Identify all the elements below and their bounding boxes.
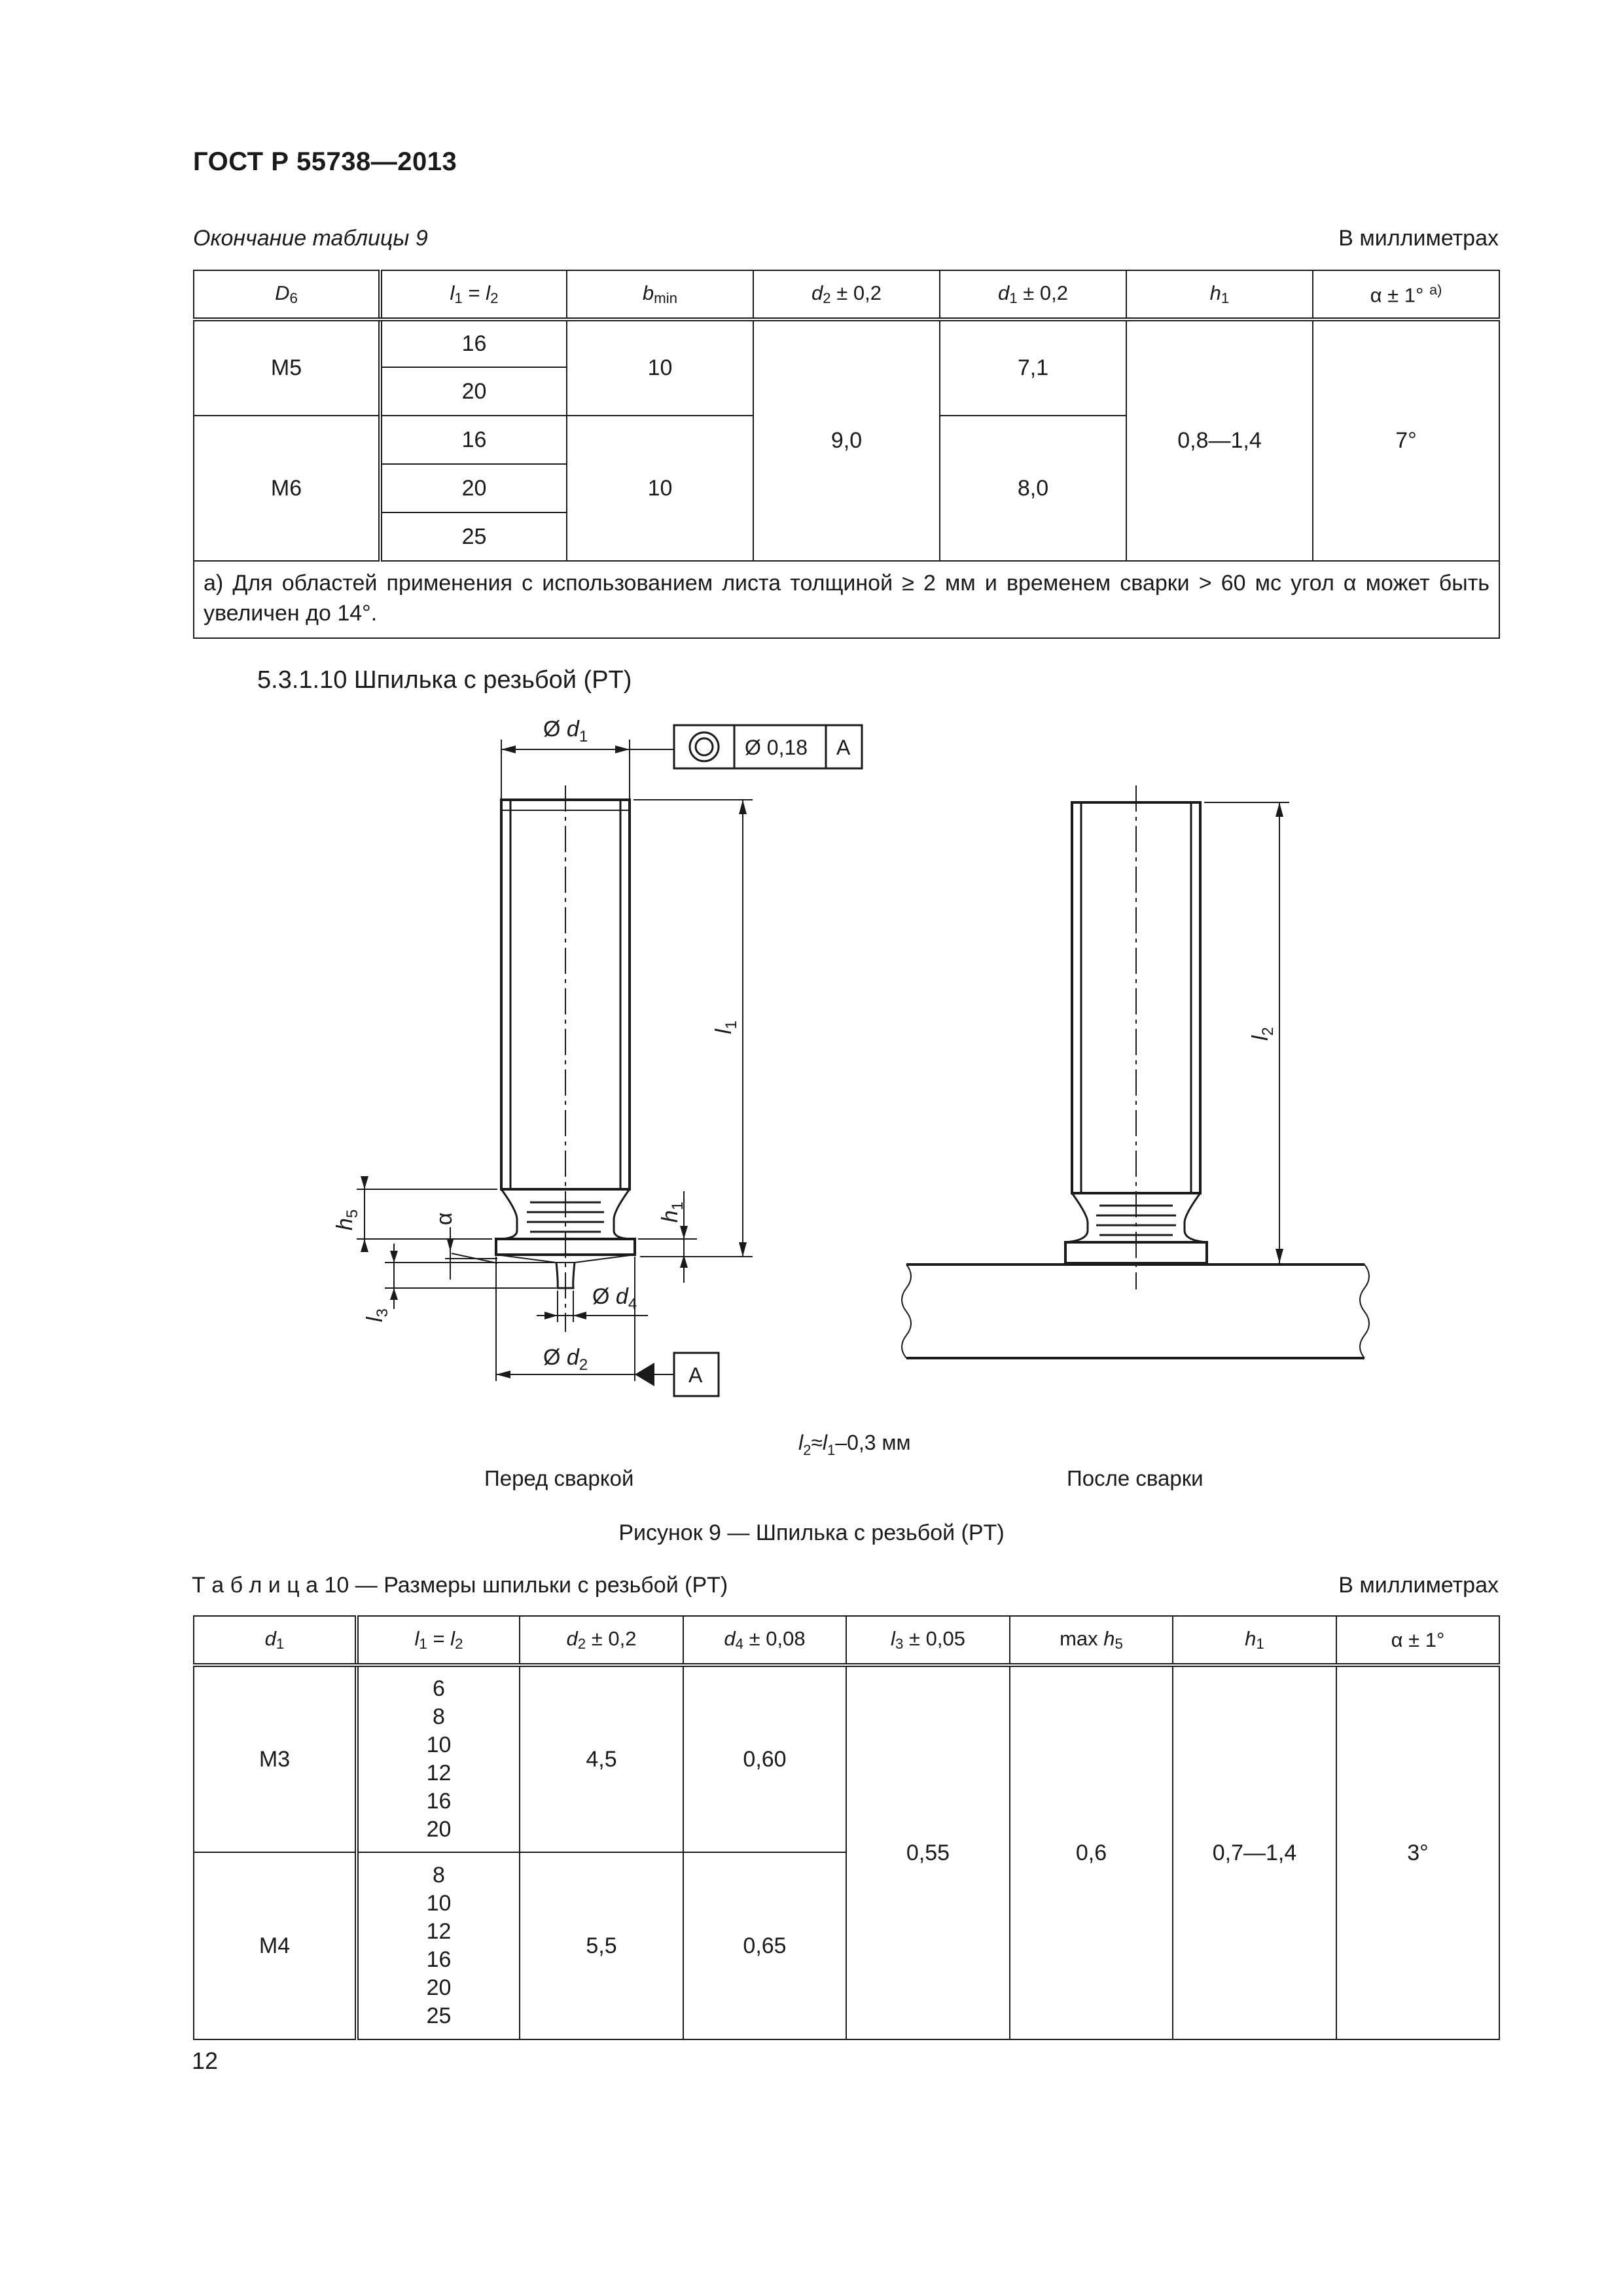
table9-header-h1: $h_1$ bbox=[1126, 270, 1313, 319]
table9-header-d2: $d_2 \pm 0,2$ bbox=[753, 270, 940, 319]
table9-header-b: $b_{min}$ bbox=[567, 270, 753, 319]
table9-cell-length: 20 bbox=[380, 367, 567, 416]
table10-cell-d4: 0,60 bbox=[683, 1665, 846, 1852]
length-value: 20 bbox=[426, 1817, 452, 1842]
before-welding-label: Перед сваркой bbox=[484, 1466, 634, 1490]
table9-header-d6: $D_6$ bbox=[194, 270, 380, 319]
table9-cell-length: 20 bbox=[380, 464, 567, 512]
table9-header-l: $l_1 = l_2$ bbox=[380, 270, 567, 319]
table10-units: В миллиметрах bbox=[1338, 1573, 1499, 1598]
table9-cell-alpha: 7° bbox=[1313, 319, 1499, 561]
h5-dimension-label: $h_5$ bbox=[332, 1209, 361, 1230]
table9-units: В миллиметрах bbox=[1338, 226, 1499, 251]
tolerance-value: Ø 0,18 bbox=[745, 736, 808, 759]
table9-cell-b: 10 bbox=[567, 416, 753, 561]
table10-cell-h1: 0,7—1,4 bbox=[1173, 1665, 1336, 2039]
length-value: 25 bbox=[426, 2003, 452, 2028]
table9-cell-d1: 8,0 bbox=[940, 416, 1126, 561]
table10-cell-l3: 0,55 bbox=[846, 1665, 1010, 2039]
table10-cell-lengths bbox=[357, 1665, 520, 1852]
table9-caption: Окончание таблицы 9 bbox=[193, 226, 428, 251]
table10-cell-d4: 0,65 bbox=[683, 1852, 846, 2039]
section-title: 5.3.1.10 Шпилька с резьбой (PT) bbox=[257, 666, 632, 694]
table10-cell-alpha: 3° bbox=[1336, 1665, 1499, 2039]
length-value: 8 bbox=[433, 1863, 445, 1888]
d2-dimension-label: Ø $d_2$ bbox=[543, 1345, 588, 1374]
table10-header-l3: $l_3 \pm 0,05$ bbox=[846, 1616, 1010, 1665]
table10-header-d2: $d_2 \pm 0,2$ bbox=[520, 1616, 683, 1665]
table10-header-d4: $d_4 \pm 0,08$ bbox=[683, 1616, 846, 1665]
table9-cell-length: 16 bbox=[380, 319, 567, 367]
l3-dimension-label: $l_3$ bbox=[363, 1308, 391, 1322]
l2-dimension-label: $l_2$ bbox=[1248, 1027, 1277, 1041]
length-value: 6 bbox=[433, 1676, 445, 1701]
table10-cell-h5: 0,6 bbox=[1010, 1665, 1173, 2039]
table10-cell-d2: 4,5 bbox=[520, 1665, 683, 1852]
table10-cell-lengths bbox=[357, 1852, 520, 2039]
d1-dimension-label: Ø $d_1$ bbox=[543, 717, 588, 745]
length-value: 20 bbox=[426, 1975, 452, 2000]
alpha-angle-label: α bbox=[432, 1212, 457, 1225]
table10-cell-thread-m4: M4 bbox=[194, 1852, 357, 2039]
table10-cell-thread-m3: M3 bbox=[194, 1665, 357, 1852]
table9-footnote: а) Для областей применения с использованием листа толщиной ≥ 2 мм и временем сварки > 60 мс угол α может быть увеличен до 14°. bbox=[194, 561, 1499, 638]
length-value: 12 bbox=[426, 1761, 452, 1785]
stud-after-welding bbox=[902, 785, 1369, 1358]
length-value: 10 bbox=[426, 1891, 452, 1916]
length-value: 16 bbox=[426, 1789, 452, 1814]
table10-header-h1: $h_1$ bbox=[1173, 1616, 1336, 1665]
table9-cell-thread-m6: M6 bbox=[194, 416, 380, 561]
table-row bbox=[194, 1665, 1499, 1852]
table10-header-l: $l_1 = l_2$ bbox=[357, 1616, 520, 1665]
table10-header-alpha: α ± 1° bbox=[1336, 1616, 1499, 1665]
table9-cell-h1: 0,8—1,4 bbox=[1126, 319, 1313, 561]
h1-dimension-label: $h_1$ bbox=[658, 1201, 687, 1223]
after-welding-label: После сварки bbox=[1067, 1466, 1204, 1490]
table9-cell-length: 25 bbox=[380, 512, 567, 561]
length-value: 10 bbox=[426, 1732, 452, 1757]
table9-cell-length: 16 bbox=[380, 416, 567, 464]
length-value: 8 bbox=[433, 1704, 445, 1729]
table9-header-alpha: α ± 1° $^{а)}$ bbox=[1313, 270, 1499, 319]
length-value: 12 bbox=[426, 1919, 452, 1944]
length-value: 16 bbox=[426, 1947, 452, 1972]
table9-cell-d1: 7,1 bbox=[940, 319, 1126, 416]
l2-formula: $l_2\approx l_1-0,3$ мм bbox=[798, 1431, 911, 1458]
table-10 bbox=[193, 1615, 1500, 2040]
figure-caption: Рисунок 9 — Шпилька с резьбой (PT) bbox=[618, 1520, 1005, 1545]
table10-caption: Т а б л и ц а 10 — Размеры шпильки с резьбой (PT) bbox=[192, 1573, 728, 1598]
table10-header-h5: $\max h_5$ bbox=[1010, 1616, 1173, 1665]
datum-a-label: A bbox=[688, 1363, 703, 1387]
tolerance-datum: A bbox=[836, 736, 851, 759]
table9-cell-b: 10 bbox=[567, 319, 753, 416]
table10-header-row bbox=[194, 1616, 1499, 1665]
document-number: ГОСТ Р 55738—2013 bbox=[193, 147, 457, 176]
table10-cell-d2: 5,5 bbox=[520, 1852, 683, 2039]
table9-header-d1: $d_1 \pm 0,2$ bbox=[940, 270, 1126, 319]
l1-dimension-label: $l_1$ bbox=[711, 1020, 740, 1034]
table10-header-d1: $d_1$ bbox=[194, 1616, 357, 1665]
table9-cell-thread-m5: M5 bbox=[194, 319, 380, 416]
page-number: 12 bbox=[192, 2047, 219, 2074]
table9-cell-d2: 9,0 bbox=[753, 319, 940, 561]
d4-dimension-label: Ø $d_4$ bbox=[592, 1284, 637, 1313]
